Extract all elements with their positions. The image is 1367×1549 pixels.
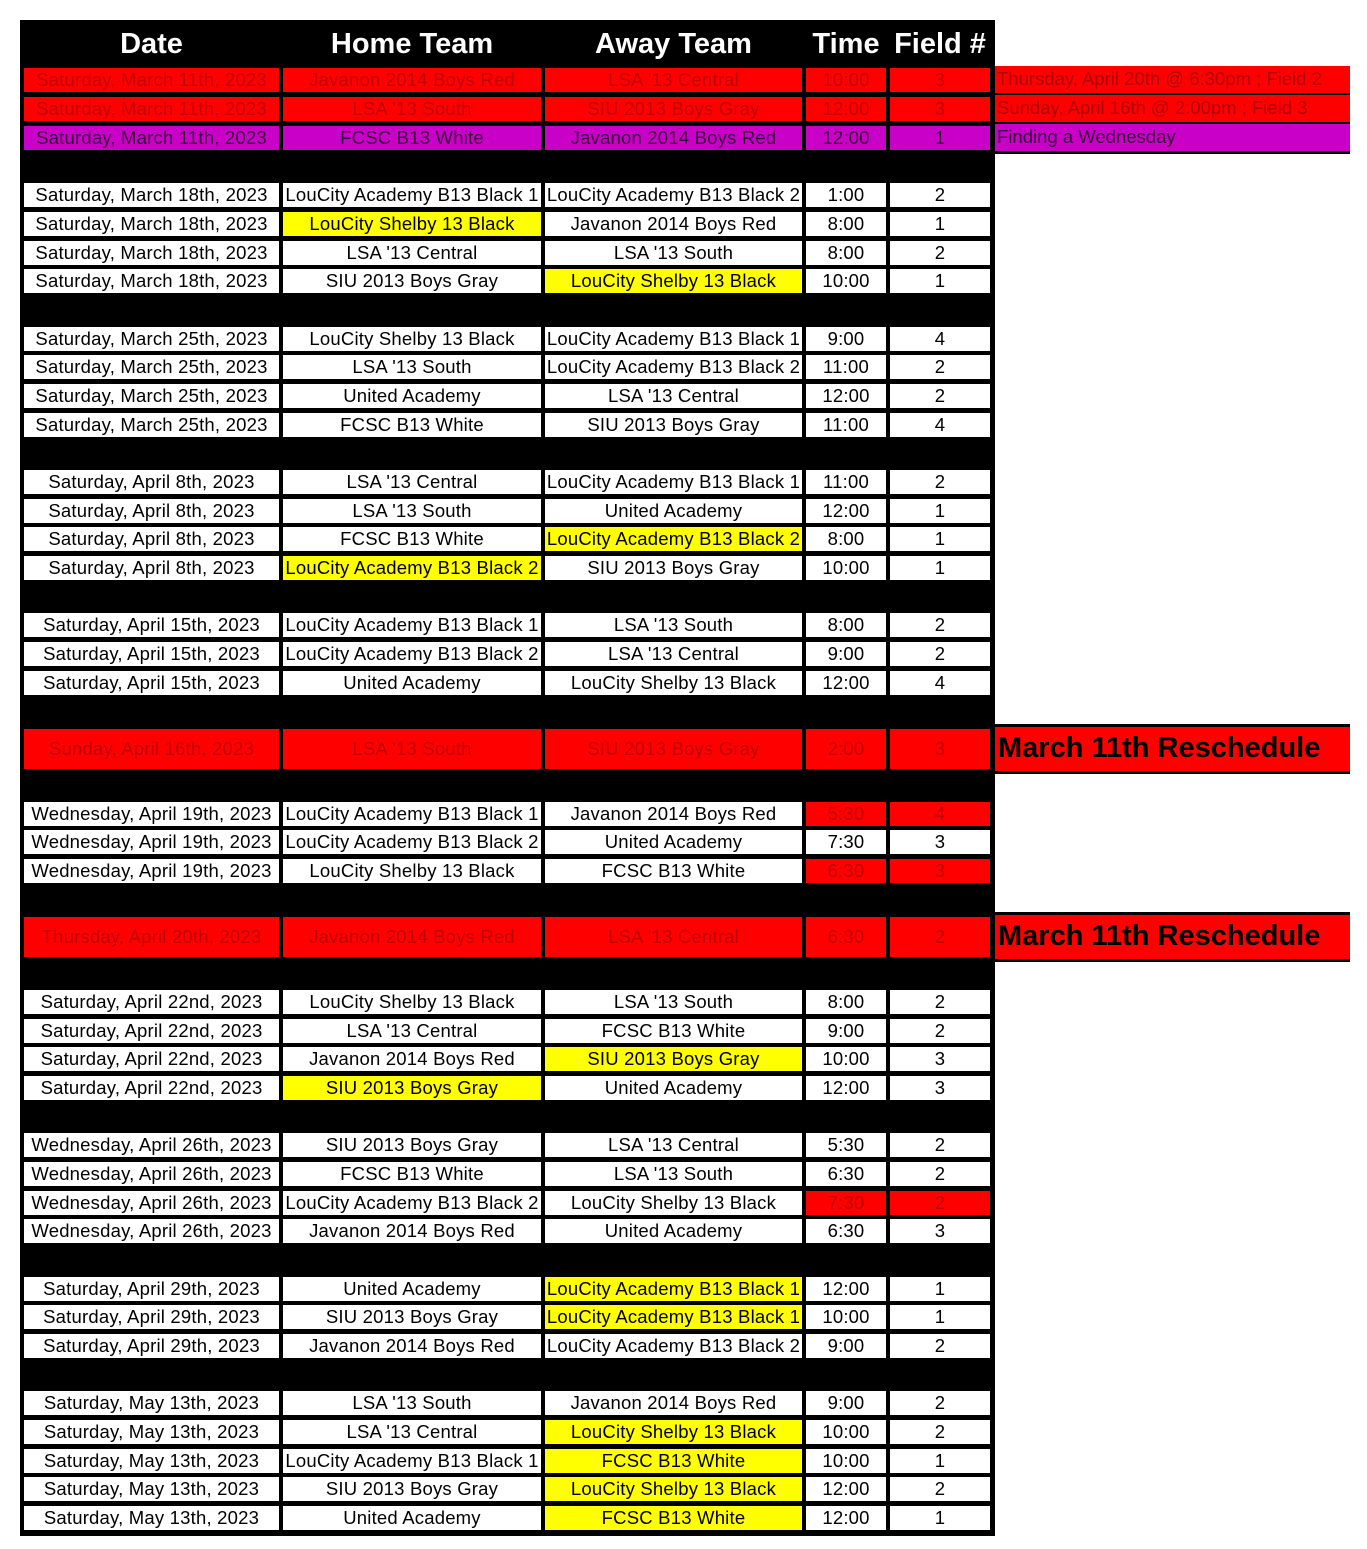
field-number: 2 [890,1420,990,1444]
game-time: 12:00 [806,97,886,121]
game-date: Saturday, March 25th, 2023 [24,413,279,437]
home-team: LSA '13 South [283,355,541,379]
home-team: FCSC B13 White [283,126,541,150]
field-number: 2 [890,183,990,207]
away-team: FCSC B13 White [545,859,802,883]
field-number: 1 [890,126,990,150]
game-time: 11:00 [806,413,886,437]
header-away-team: Away Team [595,28,752,60]
game-date: Saturday, March 18th, 2023 [24,269,279,293]
away-team: LouCity Shelby 13 Black [545,1191,802,1215]
away-team: LouCity Academy B13 Black 1 [546,471,801,492]
away-team: Javanon 2014 Boys Red [545,212,802,236]
home-team: LouCity Academy B13 Black 1 [283,1449,541,1473]
game-time: 8:00 [806,212,886,236]
home-team: LouCity Shelby 13 Black [283,859,541,883]
home-team: LSA '13 Central [283,241,541,265]
game-date: Saturday, March 25th, 2023 [24,384,279,408]
game-date: Saturday, March 11th, 2023 [24,68,279,92]
home-team: SIU 2013 Boys Gray [283,1477,541,1501]
reschedule-note: March 11th Reschedule [995,724,1350,774]
game-time: 8:00 [806,241,886,265]
home-team: FCSC B13 White [283,413,541,437]
game-time: 8:00 [806,613,886,637]
game-date: Saturday, April 22nd, 2023 [24,1019,279,1043]
away-team: SIU 2013 Boys Gray [545,729,802,769]
game-date: Saturday, March 18th, 2023 [24,183,279,207]
game-date: Saturday, May 13th, 2023 [24,1449,279,1473]
game-date: Wednesday, April 26th, 2023 [24,1133,279,1157]
field-number: 2 [890,1477,990,1501]
home-team: United Academy [283,1506,541,1530]
home-team: United Academy [283,671,541,695]
home-team: LSA '13 South [283,97,541,121]
game-date: Saturday, May 13th, 2023 [24,1506,279,1530]
away-team: LSA '13 South [545,1162,802,1186]
side-note: Sunday, April 16th @ 2:00pm ; Field 3 [995,95,1350,125]
away-team: LouCity Academy B13 Black 1 [546,1278,801,1299]
field-number: 4 [890,671,990,695]
game-date: Wednesday, April 26th, 2023 [24,1191,279,1215]
game-time: 6:30 [806,1219,886,1243]
away-team: LSA '13 South [545,613,802,637]
home-team: SIU 2013 Boys Gray [283,269,541,293]
away-team: LouCity Academy B13 Black 2 [546,1335,801,1356]
away-team: LSA '13 Central [545,1133,802,1157]
game-time: 12:00 [806,1076,886,1100]
away-team: LSA '13 South [545,241,802,265]
field-number: 2 [890,470,990,494]
game-time: 11:00 [806,355,886,379]
away-team: LouCity Shelby 13 Black [545,269,802,293]
field-number: 4 [890,327,990,351]
away-team: LSA '13 South [545,990,802,1014]
game-time: 12:00 [806,126,886,150]
home-team: FCSC B13 White [283,527,541,551]
game-date: Saturday, April 29th, 2023 [24,1334,279,1358]
header-field: Field # [894,28,986,60]
game-date: Saturday, April 8th, 2023 [24,499,279,523]
field-number: 3 [890,1076,990,1100]
game-time: 10:00 [806,1420,886,1444]
home-team: LouCity Academy B13 Black 2 [283,556,541,580]
game-time: 6:30 [806,859,886,883]
game-time: 6:30 [806,1162,886,1186]
game-date: Saturday, March 25th, 2023 [24,355,279,379]
field-number: 1 [890,269,990,293]
away-team: SIU 2013 Boys Gray [545,556,802,580]
field-number: 2 [890,241,990,265]
home-team: LouCity Academy B13 Black 2 [283,830,541,854]
game-date: Saturday, April 15th, 2023 [24,613,279,637]
game-time: 5:30 [806,802,886,826]
away-team: SIU 2013 Boys Gray [545,97,802,121]
home-team: LSA '13 South [283,729,541,769]
game-date: Saturday, May 13th, 2023 [24,1391,279,1415]
away-team: Javanon 2014 Boys Red [545,1391,802,1415]
home-team: United Academy [283,1277,541,1301]
game-time: 9:00 [806,1334,886,1358]
schedule-table [20,20,995,1536]
away-team: Javanon 2014 Boys Red [545,802,802,826]
game-date: Saturday, April 8th, 2023 [24,470,279,494]
game-date: Thursday, April 20th, 2023 [24,917,279,957]
field-number: 1 [890,1305,990,1329]
game-time: 12:00 [806,671,886,695]
away-team: United Academy [545,1219,802,1243]
game-date: Wednesday, April 19th, 2023 [24,830,279,854]
away-team: LSA '13 Central [545,917,802,957]
home-team: SIU 2013 Boys Gray [283,1076,541,1100]
home-team: LSA '13 Central [283,470,541,494]
field-number: 2 [890,613,990,637]
side-note: Finding a Wednesday [995,124,1350,154]
home-team: LSA '13 South [283,499,541,523]
home-team: Javanon 2014 Boys Red [283,917,541,957]
game-time: 8:00 [806,527,886,551]
away-team: LouCity Academy B13 Black 2 [546,356,801,377]
home-team: LouCity Shelby 13 Black [283,990,541,1014]
home-team: LouCity Shelby 13 Black [283,212,541,236]
home-team: Javanon 2014 Boys Red [283,68,541,92]
field-number: 2 [890,1133,990,1157]
game-time: 11:00 [806,470,886,494]
game-time: 10:00 [806,556,886,580]
home-team: LouCity Academy B13 Black 2 [283,1191,541,1215]
game-date: Saturday, April 8th, 2023 [24,556,279,580]
game-date: Saturday, March 18th, 2023 [24,241,279,265]
field-number: 3 [890,859,990,883]
home-team: LouCity Academy B13 Black 2 [283,642,541,666]
away-team: LSA '13 Central [545,68,802,92]
field-number: 2 [890,1191,990,1215]
field-number: 1 [890,212,990,236]
home-team: LSA '13 Central [283,1019,541,1043]
home-team: LouCity Academy B13 Black 1 [283,183,541,207]
game-time: 8:00 [806,990,886,1014]
away-team: LouCity Shelby 13 Black [545,1477,802,1501]
field-number: 3 [890,1047,990,1071]
away-team: LSA '13 Central [545,384,802,408]
game-time: 10:00 [806,68,886,92]
game-time: 2:00 [806,729,886,769]
home-team: SIU 2013 Boys Gray [283,1133,541,1157]
game-date: Saturday, April 22nd, 2023 [24,990,279,1014]
home-team: United Academy [283,384,541,408]
field-number: 1 [890,1506,990,1530]
game-date: Saturday, May 13th, 2023 [24,1420,279,1444]
game-time: 12:00 [806,499,886,523]
field-number: 1 [890,556,990,580]
away-team: LSA '13 Central [545,642,802,666]
field-number: 2 [890,355,990,379]
home-team: LSA '13 Central [283,1420,541,1444]
game-date: Saturday, April 29th, 2023 [24,1305,279,1329]
home-team: Javanon 2014 Boys Red [283,1334,541,1358]
home-team: FCSC B13 White [283,1162,541,1186]
game-time: 6:30 [806,917,886,957]
game-time: 9:00 [806,1019,886,1043]
reschedule-note: March 11th Reschedule [995,912,1350,962]
away-team: United Academy [545,499,802,523]
away-team: SIU 2013 Boys Gray [545,1047,802,1071]
home-team: SIU 2013 Boys Gray [283,1305,541,1329]
away-team: FCSC B13 White [545,1019,802,1043]
game-time: 10:00 [806,1047,886,1071]
game-time: 12:00 [806,384,886,408]
game-time: 7:30 [806,830,886,854]
game-date: Saturday, March 25th, 2023 [24,327,279,351]
game-date: Saturday, March 11th, 2023 [24,97,279,121]
away-team: FCSC B13 White [545,1449,802,1473]
game-time: 10:00 [806,269,886,293]
home-team: LSA '13 South [283,1391,541,1415]
side-note: Thursday, April 20th @ 6:30pm ; Field 2 [995,66,1350,96]
field-number: 2 [890,1162,990,1186]
game-date: Saturday, May 13th, 2023 [24,1477,279,1501]
field-number: 1 [890,1277,990,1301]
game-date: Wednesday, April 26th, 2023 [24,1219,279,1243]
game-date: Saturday, March 11th, 2023 [24,126,279,150]
game-time: 9:00 [806,327,886,351]
game-date: Saturday, April 8th, 2023 [24,527,279,551]
game-date: Saturday, April 29th, 2023 [24,1277,279,1301]
game-date: Wednesday, April 26th, 2023 [24,1162,279,1186]
field-number: 3 [890,97,990,121]
field-number: 2 [890,384,990,408]
field-number: 2 [890,990,990,1014]
field-number: 3 [890,830,990,854]
game-date: Saturday, April 15th, 2023 [24,671,279,695]
game-time: 9:00 [806,642,886,666]
game-date: Saturday, April 22nd, 2023 [24,1076,279,1100]
game-date: Wednesday, April 19th, 2023 [24,802,279,826]
field-number: 2 [890,1334,990,1358]
away-team: United Academy [545,1076,802,1100]
game-time: 12:00 [806,1506,886,1530]
away-team: LouCity Shelby 13 Black [545,1420,802,1444]
game-time: 12:00 [806,1277,886,1301]
away-team: United Academy [545,830,802,854]
away-team: FCSC B13 White [545,1506,802,1530]
away-team: LouCity Academy B13 Black 2 [546,528,801,549]
field-number: 1 [890,1449,990,1473]
away-team: Javanon 2014 Boys Red [545,126,802,150]
game-date: Saturday, April 15th, 2023 [24,642,279,666]
game-time: 1:00 [806,183,886,207]
field-number: 2 [890,1019,990,1043]
field-number: 2 [890,642,990,666]
game-time: 10:00 [806,1305,886,1329]
away-team: LouCity Academy B13 Black 2 [546,184,801,205]
field-number: 3 [890,729,990,769]
game-time: 10:00 [806,1449,886,1473]
away-team: LouCity Academy B13 Black 1 [546,1306,801,1327]
home-team: LouCity Shelby 13 Black [283,327,541,351]
game-date: Wednesday, April 19th, 2023 [24,859,279,883]
game-date: Saturday, March 18th, 2023 [24,212,279,236]
game-time: 9:00 [806,1391,886,1415]
away-team: SIU 2013 Boys Gray [545,413,802,437]
home-team: Javanon 2014 Boys Red [283,1047,541,1071]
header-home-team: Home Team [330,28,494,60]
field-number: 1 [890,499,990,523]
field-number: 1 [890,527,990,551]
field-number: 4 [890,413,990,437]
field-number: 4 [890,802,990,826]
game-date: Saturday, April 22nd, 2023 [24,1047,279,1071]
game-date: Sunday, April 16th, 2023 [24,729,279,769]
field-number: 3 [890,1219,990,1243]
away-team: LouCity Academy B13 Black 1 [546,328,801,349]
home-team: LouCity Academy B13 Black 1 [283,802,541,826]
field-number: 2 [890,1391,990,1415]
home-team: LouCity Academy B13 Black 1 [283,613,541,637]
away-team: LouCity Shelby 13 Black [545,671,802,695]
field-number: 2 [890,917,990,957]
game-time: 12:00 [806,1477,886,1501]
header-time: Time [812,28,880,60]
field-number: 3 [890,68,990,92]
header-date: Date [120,28,183,60]
home-team: Javanon 2014 Boys Red [283,1219,541,1243]
game-time: 7:30 [806,1191,886,1215]
game-time: 5:30 [806,1133,886,1157]
